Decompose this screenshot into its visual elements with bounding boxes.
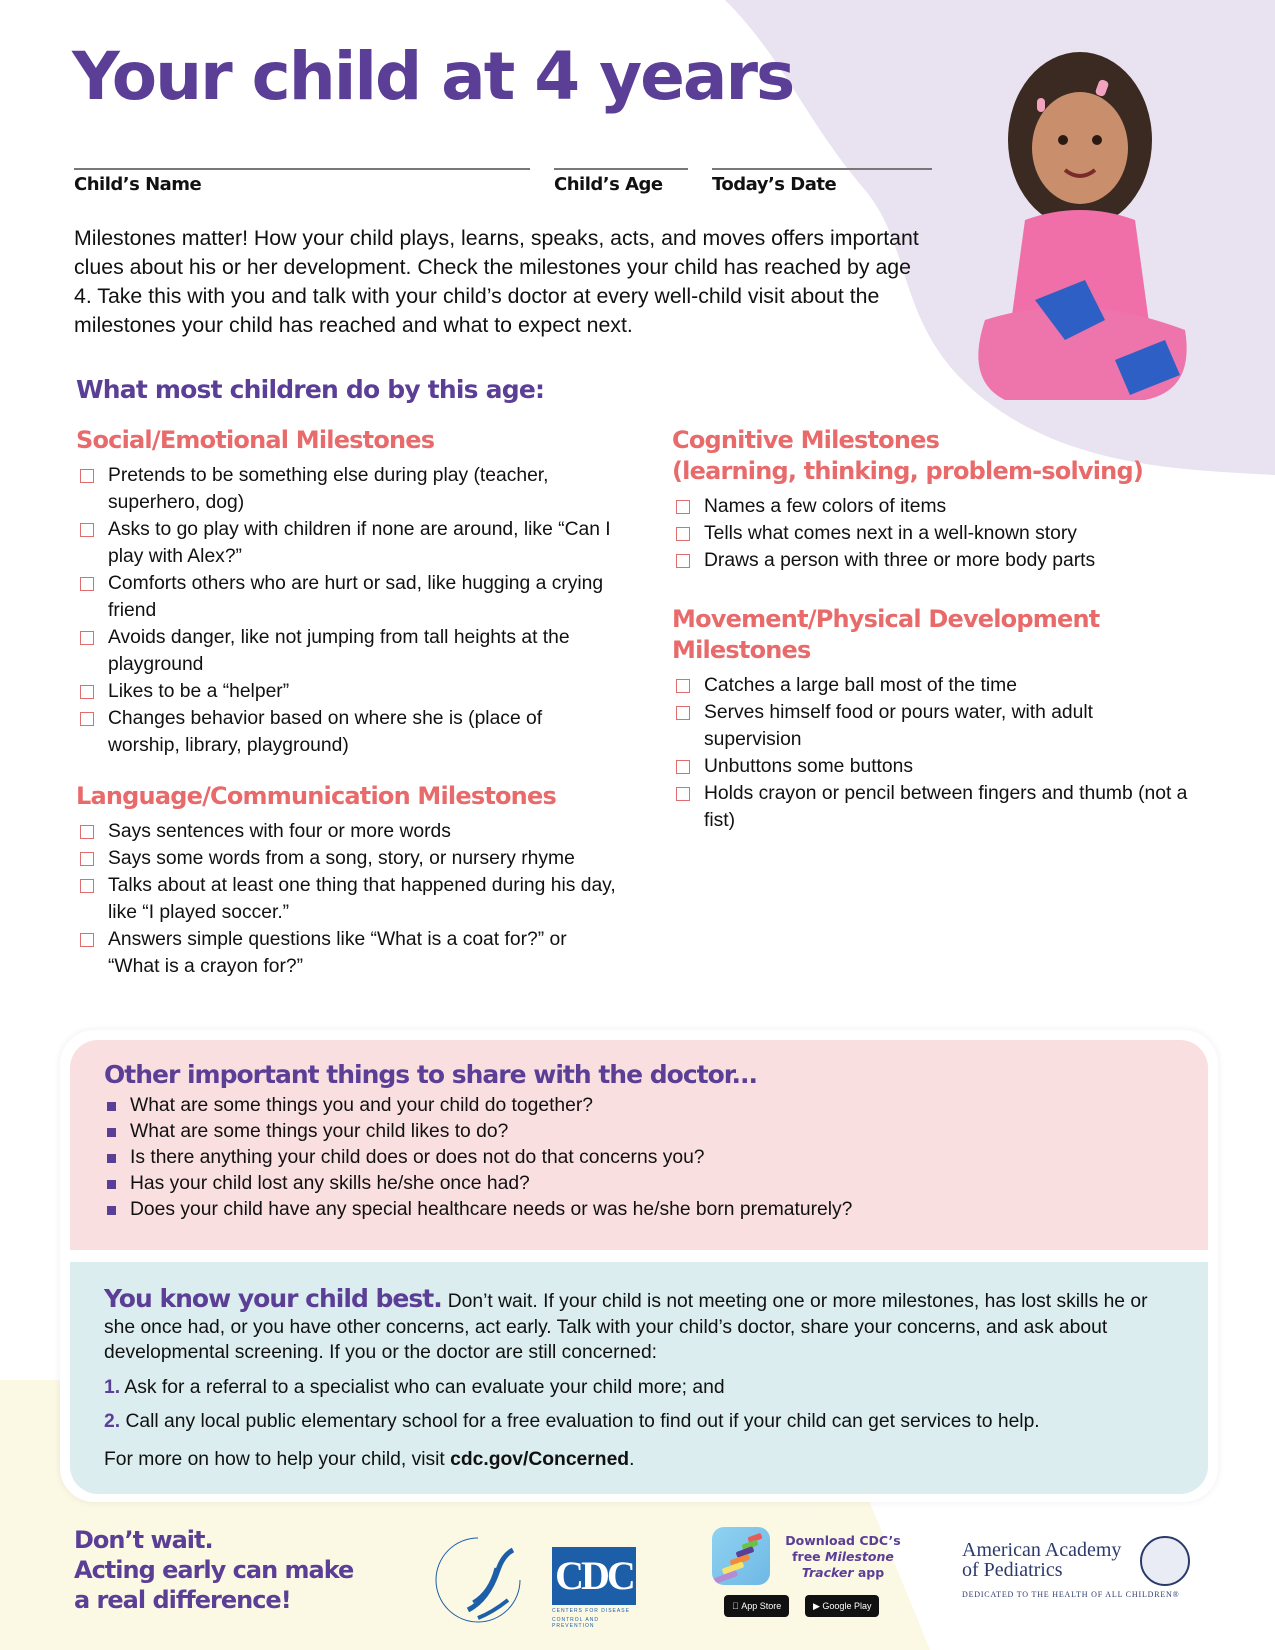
checkbox[interactable] bbox=[80, 523, 94, 537]
child-name-label: Child’s Name bbox=[74, 174, 202, 195]
milestone-item[interactable]: Comforts others who are hurt or sad, like hugging a crying friend bbox=[76, 570, 616, 624]
child-photo bbox=[965, 30, 1195, 440]
app-store-button[interactable]: App Store bbox=[724, 1595, 789, 1617]
milestone-item[interactable]: Says sentences with four or more words bbox=[76, 818, 616, 845]
share-item: Is there anything your child does or does not do that concerns you? bbox=[104, 1145, 1174, 1171]
language-communication-title: Language/Communication Milestones bbox=[76, 782, 556, 810]
intro-paragraph: Milestones matter! How your child plays, learns, speaks, acts, and moves offers important clues about his or her development. Check the milestones your child has reached by age 4. Take this with you and talk with your child’s doctor at every well-child visit about the milestones your child has reached and what to expect next. bbox=[74, 226, 919, 337]
movement-physical-group bbox=[672, 604, 1192, 834]
step-1: 1. Ask for a referral to a specialist who can evaluate your child more; and bbox=[104, 1376, 725, 1398]
page-title: Your child at 4 years bbox=[72, 38, 794, 115]
milestones-left-column bbox=[76, 425, 616, 1002]
milestone-item[interactable]: Asks to go play with children if none are around, like “Can I play with Alex?” bbox=[76, 516, 616, 570]
milestones-right-column bbox=[672, 425, 1192, 856]
milestones-heading: What most children do by this age: bbox=[76, 375, 545, 404]
more-info: For more on how to help your child, visit cdc.gov/Concerned. bbox=[104, 1448, 635, 1470]
milestone-tracker-app-icon[interactable] bbox=[712, 1527, 770, 1585]
social-emotional-group bbox=[76, 425, 616, 759]
share-title: Other important things to share with the doctor... bbox=[104, 1060, 758, 1089]
checkbox[interactable] bbox=[676, 554, 690, 568]
footer-slogan: Don’t wait. Acting early can make a real difference! bbox=[74, 1526, 354, 1614]
step-2: 2. Call any local public elementary school for a free evaluation to find out if your child can get services to help. bbox=[104, 1411, 1040, 1432]
checkbox[interactable] bbox=[676, 500, 690, 514]
aap-logo: American Academy of Pediatrics DEDICATED TO THE HEALTH OF ALL CHILDREN® bbox=[962, 1540, 1202, 1599]
know-lead: You know your child best. bbox=[104, 1284, 442, 1313]
todays-date-label: Today’s Date bbox=[712, 174, 837, 195]
checkbox[interactable] bbox=[676, 760, 690, 774]
milestone-item[interactable]: Tells what comes next in a well-known story bbox=[672, 520, 1192, 547]
bullet-square-icon bbox=[107, 1102, 116, 1111]
bullet-square-icon bbox=[107, 1128, 116, 1137]
milestone-tracker-app-promo bbox=[712, 1527, 912, 1627]
checkbox[interactable] bbox=[80, 879, 94, 893]
checkbox[interactable] bbox=[80, 577, 94, 591]
milestone-item[interactable]: Holds crayon or pencil between fingers and thumb (not a fist) bbox=[672, 780, 1192, 834]
checkbox[interactable] bbox=[80, 469, 94, 483]
know-body: Don’t wait. If your child is not meeting one or more milestones, has lost skills he or she once had, or you have other concerns, act early. Talk with your child’s doctor, share your concerns, and ask about developmental screening. If you or the doctor are still concerned: bbox=[104, 1291, 1148, 1363]
milestone-item[interactable]: Serves himself food or pours water, with adult supervision bbox=[672, 699, 1192, 753]
share-item: Does your child have any special healthcare needs or was he/she born prematurely? bbox=[104, 1197, 1174, 1223]
checkbox[interactable] bbox=[80, 852, 94, 866]
checkbox[interactable] bbox=[80, 825, 94, 839]
child-age-label: Child’s Age bbox=[554, 174, 663, 195]
checkbox[interactable] bbox=[676, 706, 690, 720]
milestone-item[interactable]: Says some words from a song, story, or nursery rhyme bbox=[76, 845, 616, 872]
checkbox[interactable] bbox=[676, 787, 690, 801]
checkbox[interactable] bbox=[80, 631, 94, 645]
know-your-child-box bbox=[70, 1262, 1208, 1494]
bullet-square-icon bbox=[107, 1206, 116, 1215]
social-emotional-title: Social/Emotional Milestones bbox=[76, 426, 435, 454]
cdc-logo-mark: CDC bbox=[552, 1547, 636, 1605]
checkbox[interactable] bbox=[80, 933, 94, 947]
checkbox[interactable] bbox=[80, 685, 94, 699]
checkbox[interactable] bbox=[676, 527, 690, 541]
milestone-item[interactable]: Names a few colors of items bbox=[672, 493, 1192, 520]
share-item: What are some things your child likes to do? bbox=[104, 1119, 1174, 1145]
movement-physical-title: Movement/Physical Development Milestones bbox=[672, 605, 1100, 664]
milestone-item[interactable]: Likes to be a “helper” bbox=[76, 678, 616, 705]
share-item: What are some things you and your child do together? bbox=[104, 1093, 1174, 1119]
milestone-item[interactable]: Catches a large ball most of the time bbox=[672, 672, 1192, 699]
milestone-item[interactable]: Unbuttons some buttons bbox=[672, 753, 1192, 780]
share-with-doctor-box bbox=[70, 1040, 1208, 1250]
todays-date-field[interactable] bbox=[712, 168, 932, 195]
child-age-field[interactable] bbox=[554, 168, 688, 195]
google-play-button[interactable]: ▶ Google Play bbox=[805, 1595, 879, 1617]
aap-seal-icon bbox=[1140, 1536, 1190, 1586]
milestone-item[interactable]: Answers simple questions like “What is a coat for?” or “What is a crayon for?” bbox=[76, 926, 616, 980]
cdc-concerned-link[interactable]: cdc.gov/Concerned bbox=[450, 1448, 630, 1470]
child-name-field[interactable] bbox=[74, 168, 530, 195]
hhs-eagle-logo-icon bbox=[428, 1530, 528, 1630]
share-item: Has your child lost any skills he/she once had? bbox=[104, 1171, 1174, 1197]
milestone-item[interactable]: Avoids danger, like not jumping from tall heights at the playground bbox=[76, 624, 616, 678]
know-paragraph bbox=[104, 1286, 1174, 1366]
bullet-square-icon bbox=[107, 1180, 116, 1189]
checkbox[interactable] bbox=[676, 679, 690, 693]
language-communication-group bbox=[76, 781, 616, 980]
milestone-item[interactable]: Pretends to be something else during play (teacher, superhero, dog) bbox=[76, 462, 616, 516]
milestone-item[interactable]: Changes behavior based on where she is (place of worship, library, playground) bbox=[76, 705, 616, 759]
checkbox[interactable] bbox=[80, 712, 94, 726]
cdc-logo: CDC CENTERS FOR DISEASE CONTROL AND PREVENTION bbox=[552, 1547, 640, 1629]
bullet-square-icon bbox=[107, 1154, 116, 1163]
app-promo-text: Download CDC’s free Milestone Tracker app bbox=[785, 1533, 901, 1580]
cognitive-title: Cognitive Milestones (learning, thinking, problem-solving) bbox=[672, 426, 1144, 485]
milestone-item[interactable]: Draws a person with three or more body parts bbox=[672, 547, 1192, 574]
cognitive-group bbox=[672, 425, 1192, 574]
milestone-item[interactable]: Talks about at least one thing that happened during his day, like “I played soccer.” bbox=[76, 872, 616, 926]
